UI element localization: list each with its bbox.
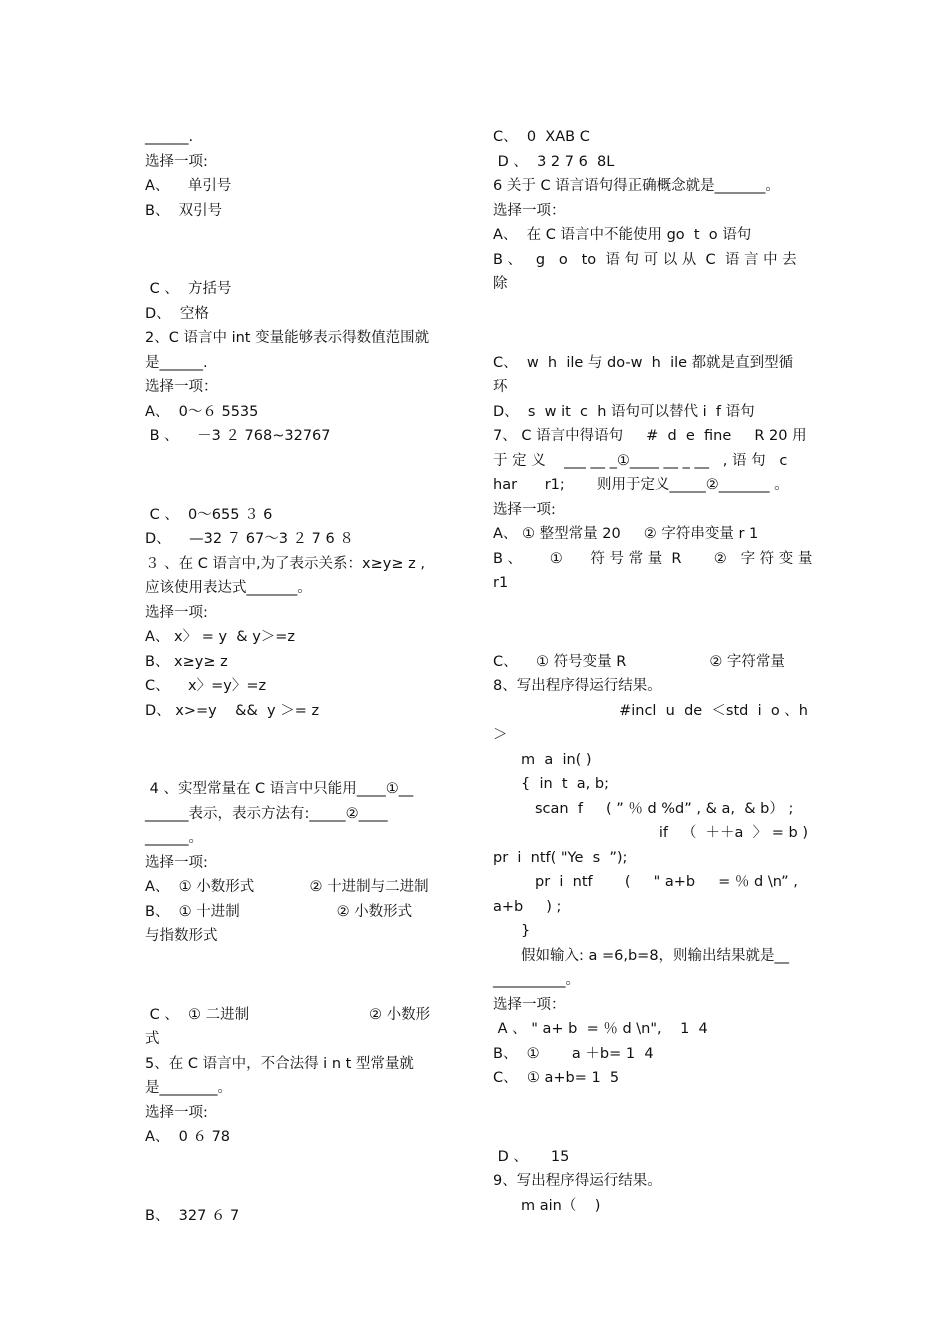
spacer	[145, 223, 460, 277]
spacer	[145, 723, 460, 777]
q6-text: 6 关于 C 语言语句得正确概念就是_______。	[493, 178, 780, 194]
q4-option-b-cont: 与指数形式	[145, 928, 218, 944]
q8-option-c: C、 ① a+b= 1 5	[493, 1070, 620, 1086]
spacer	[493, 297, 808, 351]
q4-option-c-cont: 式	[145, 1031, 160, 1047]
spacer	[493, 1091, 808, 1145]
q8-text: 8、写出程序得运行结果。	[493, 678, 662, 694]
choose-one-label: 选择一项:	[145, 854, 208, 871]
q4-option-c: C 、 ① 二进制 ② 小数形	[145, 1006, 431, 1023]
q2-option-d: D、 —32 ７ 67～3 ２ 7 6 ８	[145, 531, 354, 547]
q4-option-a: A、 ① 小数形式 ② 十进制与二进制	[145, 879, 429, 895]
code-line: m ain（ )	[521, 1197, 601, 1214]
choose-one-label: 选择一项：	[493, 996, 566, 1013]
q7-option-c: C、 ① 符号变量 R ② 字符常量	[493, 653, 785, 670]
right-column	[493, 125, 813, 1218]
q5-option-b: B、 327 ６ 7	[145, 1207, 240, 1224]
q7-option-a: A、 ① 整型常量 20 ② 字符串变量 r 1	[493, 526, 759, 542]
spacer	[493, 596, 808, 650]
q5-option-d: D 、 3 2 7 6 8L	[493, 153, 615, 170]
q6-option-a: A、 在 C 语言中不能使用 go t o 语句	[493, 227, 752, 243]
q7-option-b-cont: r1	[493, 575, 509, 591]
q1-option-d: D、 空格	[145, 305, 209, 322]
spacer	[145, 949, 460, 1003]
q2-option-b: B 、 －3 ２ 768~32767	[145, 428, 331, 444]
q7-text-cont: 于 定 义 ___ __ _①____ __ _ __ , 语 句 c	[493, 452, 788, 469]
code-line: scan f ( ” ％ d %d” , & a, & b） ;	[535, 800, 794, 817]
q4-option-b: B、 ① 十进制 ② 小数形式	[145, 903, 413, 920]
q4-text: 4 、实型常量在 C 语言中只能用____①__	[145, 781, 414, 797]
left-column	[145, 125, 460, 1228]
q5-option-c: C、 0 XAB C	[493, 129, 590, 145]
q2-text-cont: 是______.	[145, 354, 208, 371]
q7-option-b: B 、 ① 符 号 常 量 R ② 字 符 变 量	[493, 550, 813, 567]
q6-option-c-cont: 环	[493, 379, 508, 395]
q3-option-d: D、 x>=y && y ＞= z	[145, 702, 320, 719]
q6-option-c: C、 w h ile 与 do-w h ile 都就是直到型循	[493, 354, 794, 371]
code-line: a+b ) ;	[493, 898, 562, 915]
choose-one-label: 选择一项：	[493, 202, 566, 219]
q5-text-cont: 是________。	[145, 1080, 232, 1096]
choose-one-label: 选择一项：	[145, 379, 218, 395]
q8-option-b: B、 ① a ＋b= 1 4	[493, 1045, 654, 1062]
q3-option-c: C、 x〉=y〉=z	[145, 678, 267, 694]
code-line: #incl u de ＜std i o 、h	[619, 702, 808, 719]
q4-text-cont: ______表示，表示方法有:_____②____	[145, 805, 388, 822]
q5-text: 5、在 C 语言中，不合法得 i n t 型常量就	[145, 1055, 414, 1072]
code-line: ＞	[493, 727, 508, 743]
q6-option-b-cont: 除	[493, 276, 508, 292]
q1-option-a: A、 单引号	[145, 178, 232, 194]
q3-option-a: A、 x〉 = y & y＞=z	[145, 629, 296, 645]
q1-option-c: C 、 方括号	[145, 281, 232, 297]
choose-one-label: 选择一项:	[493, 501, 556, 518]
code-line: if （ ＋＋a 〉 = b )	[658, 825, 808, 841]
q8-input-text: 假如输入: a =6,b=8，则输出结果就是__	[521, 947, 790, 964]
q3-text: ３ 、在 C 语言中,为了表示关系：x≥y≥ z ,	[145, 555, 425, 572]
choose-one-label: 选择一项:	[145, 604, 208, 621]
q1-option-b: B、 双引号	[145, 202, 223, 219]
q6-option-d: D、 s w it c h 语句可以替代 i f 语句	[493, 403, 755, 420]
q8-option-d: D 、 15	[493, 1148, 570, 1165]
q8-input-text-cont: __________。	[493, 972, 580, 988]
q3-text-cont: 应该使用表达式_______。	[145, 580, 312, 596]
spacer	[145, 449, 460, 503]
spacer	[145, 1150, 460, 1204]
choose-one-label: 选择一项:	[145, 153, 208, 170]
q8-option-a: A 、 " a+ b = ％ d \n", 1 4	[493, 1021, 708, 1037]
q7-text: 7、 C 语言中得语句 # d e fine R 20 用	[493, 428, 807, 444]
q2-option-c: C 、 0～655 ３ 6	[145, 506, 273, 523]
q4-text-cont: ______。	[145, 830, 203, 846]
code-line: pr i ntf( "Ye s ”);	[493, 849, 628, 866]
q2-option-a: A、 0～６ 5535	[145, 403, 259, 420]
q6-option-b: B 、 g o to 语 句 可 以 从 C 语 言 中 去	[493, 251, 797, 268]
code-line: }	[521, 923, 531, 939]
code-line: pr i ntf ( " a+b = ％ d \n” ,	[535, 874, 798, 890]
choose-one-label: 选择一项:	[145, 1104, 208, 1121]
q9-text: 9、写出程序得运行结果。	[493, 1173, 662, 1189]
q7-text-cont: har r1; 则用于定义_____②_______ 。	[493, 477, 789, 493]
code-line: { in t a, b;	[521, 776, 609, 792]
q5-option-a: A、 0 ６ 78	[145, 1129, 231, 1145]
q3-option-b: B、 x≥y≥ z	[145, 653, 228, 670]
q2-text: 2、C 语言中 int 变量能够表示得数值范围就	[145, 330, 430, 346]
answer-blank: ______.	[145, 129, 194, 145]
code-line: m a in( )	[521, 751, 592, 768]
